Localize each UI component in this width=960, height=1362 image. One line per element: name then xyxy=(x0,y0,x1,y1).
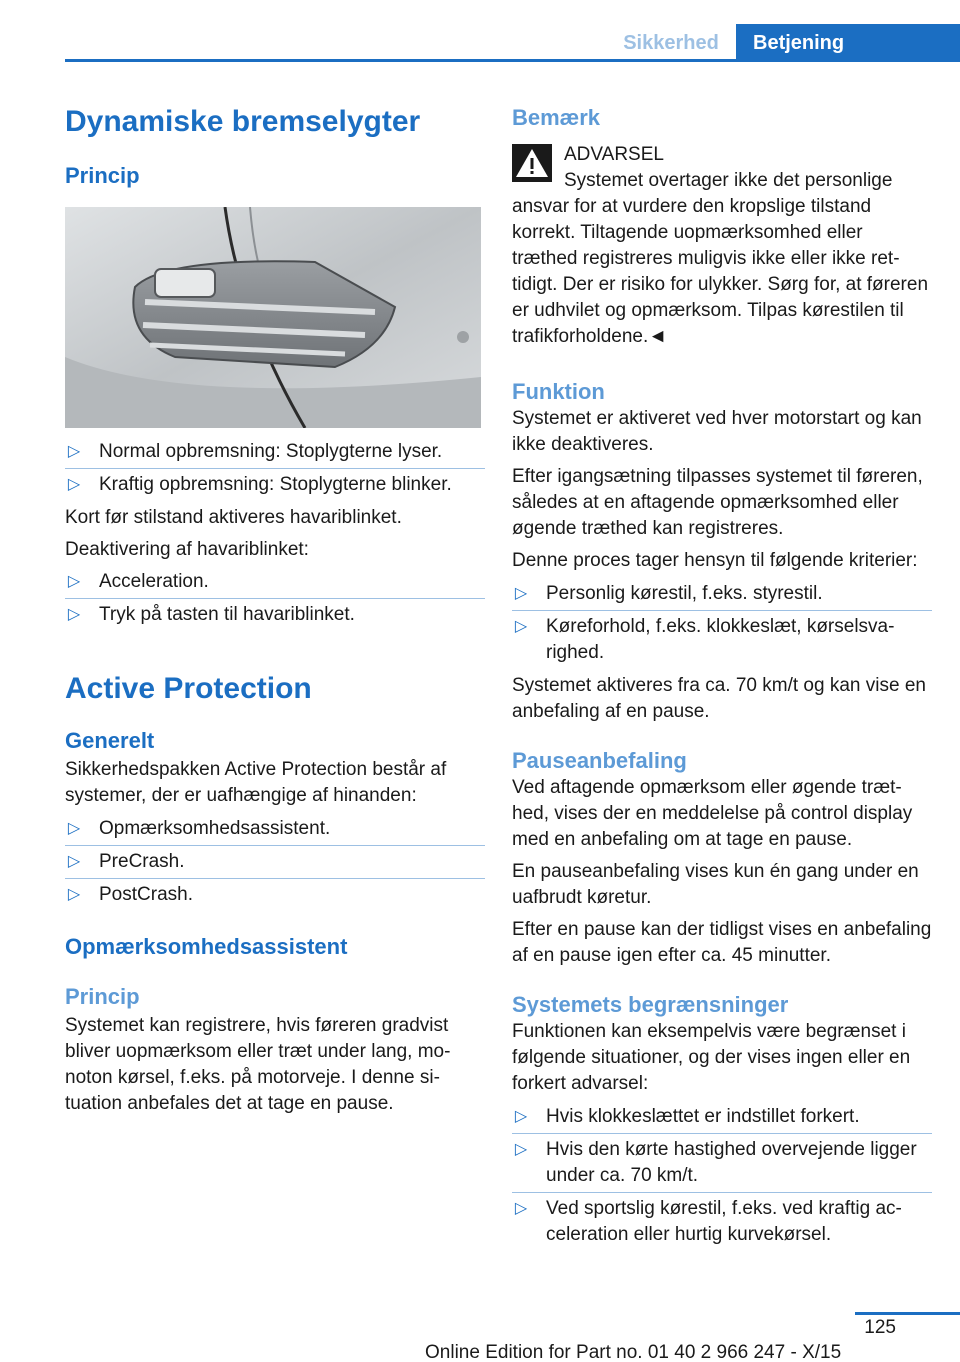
page-number: 125 xyxy=(864,1317,896,1338)
limits-list xyxy=(512,1101,932,1251)
list-item: ▷ PostCrash. xyxy=(65,878,485,911)
paragraph-limits: Funktionen kan eksempelvis være begrænset i følgende situationer, og der vises ingen eller en forkert advarsel: xyxy=(512,1021,911,1094)
paragraph-pause-2: En pauseanbefaling vises kun én gang under en uafbrudt køretur. xyxy=(512,861,919,908)
header-rule xyxy=(65,59,960,62)
list-item: ▷ PreCrash. xyxy=(65,845,485,878)
paragraph-funktion-1: Systemet er aktiveret ved hver motorstart og kan ikke deaktiveres. xyxy=(512,408,922,455)
list-item: ▷ Køreforhold, f.eks. klokkeslæt, kørselsvarighed. xyxy=(512,610,932,669)
list-item: ▷ Tryk på tasten til havariblinket. xyxy=(65,598,485,631)
tail-light-illustration xyxy=(65,207,481,428)
paragraph-deactivation: Deaktivering af havariblinket: xyxy=(65,539,309,560)
criteria-list xyxy=(512,578,932,669)
triangle-bullet-icon: ▷ xyxy=(67,853,81,870)
page-header xyxy=(0,0,960,62)
systems-list xyxy=(65,813,485,911)
warning-label: ADVARSEL xyxy=(564,144,664,165)
paragraph-princip: Systemet kan registrere, hvis føreren gradvist bliver uopmærksom eller træt under lang, monoton kørsel, f.eks. på motorveje. I denne situation anbefales det at tage en pause. xyxy=(65,1015,451,1114)
brake-behavior-list xyxy=(65,436,485,501)
right-column xyxy=(512,100,932,1251)
list-item: ▷ Kraftig opbremsning: Stoplygterne blinker. xyxy=(65,468,485,501)
edition-note: Online Edition for Part no. 01 40 2 966 247 - X/15 xyxy=(425,1342,842,1362)
warning-triangle-icon xyxy=(512,144,552,182)
triangle-bullet-icon: ▷ xyxy=(514,1200,528,1217)
heading-opmaerksomhedsassistent: Opmærksomhedsassistent xyxy=(65,934,348,959)
tab-sikkerhed[interactable]: Sikkerhed xyxy=(623,32,719,54)
triangle-bullet-icon: ▷ xyxy=(514,618,528,635)
warning-box xyxy=(512,142,932,168)
list-item: ▷ Hvis den kørte hastighed overvejende ligger under ca. 70 km/t. xyxy=(512,1133,932,1192)
heading-funktion: Funktion xyxy=(512,379,605,404)
heading-bemaerk: Bemærk xyxy=(512,105,601,130)
heading-generelt: Generelt xyxy=(65,728,155,753)
footer-rule xyxy=(855,1312,960,1315)
list-item: ▷ Opmærksomhedsassistent. xyxy=(65,813,485,845)
triangle-bullet-icon: ▷ xyxy=(514,1141,528,1158)
warning-text xyxy=(512,168,932,350)
list-item: ▷ Ved sportslig kørestil, f.eks. ved kraftig acceleration eller hurtig kurvekørsel. xyxy=(512,1192,932,1251)
page-footer xyxy=(65,1312,960,1362)
paragraph-pause-1: Ved aftagende opmærksom eller øgende træthed, vises der en meddelelse på control display med en anbefaling om at tage en pause. xyxy=(512,777,913,850)
heading-pauseanbefaling: Pauseanbefaling xyxy=(512,748,687,773)
list-item: ▷ Normal opbremsning: Stoplygterne lyser. xyxy=(65,436,485,468)
paragraph-funktion-2: Efter igangsætning tilpasses systemet til føreren, således at en aftagende opmærksomhed eller øgende træthed kan registreres. xyxy=(512,466,923,539)
deactivation-list xyxy=(65,566,485,631)
warning-text-body: Systemet overtager ikke det personlige ansvar for at vurdere den kropslige tilstand korrekt. Tiltagende uopmærksomhed eller træthed registreres muligvis ikke eller ikke rettidigt. Der er risiko for ulykker. Sørg for, at føreren er udhvilet og opmærksom. Tilpas kørestilen til trafikforholdene.◄ xyxy=(512,170,929,347)
heading-princip: Princip xyxy=(65,163,140,188)
paragraph-funktion-4: Systemet aktiveres fra ca. 70 km/t og kan vise en anbefaling af en pause. xyxy=(512,675,926,722)
paragraph-funktion-3: Denne proces tager hensyn til følgende kriterier: xyxy=(512,550,918,571)
section-title-active-protection: Active Protection xyxy=(65,672,312,705)
paragraph-generelt: Sikkerhedspakken Active Protection består af systemer, der er uafhængige af hinanden: xyxy=(65,759,447,806)
triangle-bullet-icon: ▷ xyxy=(67,573,81,590)
triangle-bullet-icon: ▷ xyxy=(67,443,81,460)
tail-light-image xyxy=(65,207,481,428)
list-item: ▷ Personlig kørestil, f.eks. styrestil. xyxy=(512,578,932,610)
tab-betjening[interactable]: Betjening xyxy=(736,24,960,62)
triangle-bullet-icon: ▷ xyxy=(67,476,81,493)
list-item: ▷ Hvis klokkeslættet er indstillet forkert. xyxy=(512,1101,932,1133)
list-item: ▷ Acceleration. xyxy=(65,566,485,598)
triangle-bullet-icon: ▷ xyxy=(67,820,81,837)
paragraph-hazard: Kort før stilstand aktiveres havariblinket. xyxy=(65,507,402,528)
triangle-bullet-icon: ▷ xyxy=(67,886,81,903)
heading-princip-2: Princip xyxy=(65,984,140,1009)
section-title-bremselygter: Dynamiske bremselygter xyxy=(65,105,421,138)
left-column xyxy=(65,100,485,1117)
triangle-bullet-icon: ▷ xyxy=(67,606,81,623)
heading-begraensninger: Systemets begrænsninger xyxy=(512,992,789,1017)
paragraph-pause-3: Efter en pause kan der tidligst vises en anbefaling af en pause igen efter ca. 45 minutter. xyxy=(512,919,932,966)
triangle-bullet-icon: ▷ xyxy=(514,585,528,602)
triangle-bullet-icon: ▷ xyxy=(514,1108,528,1125)
